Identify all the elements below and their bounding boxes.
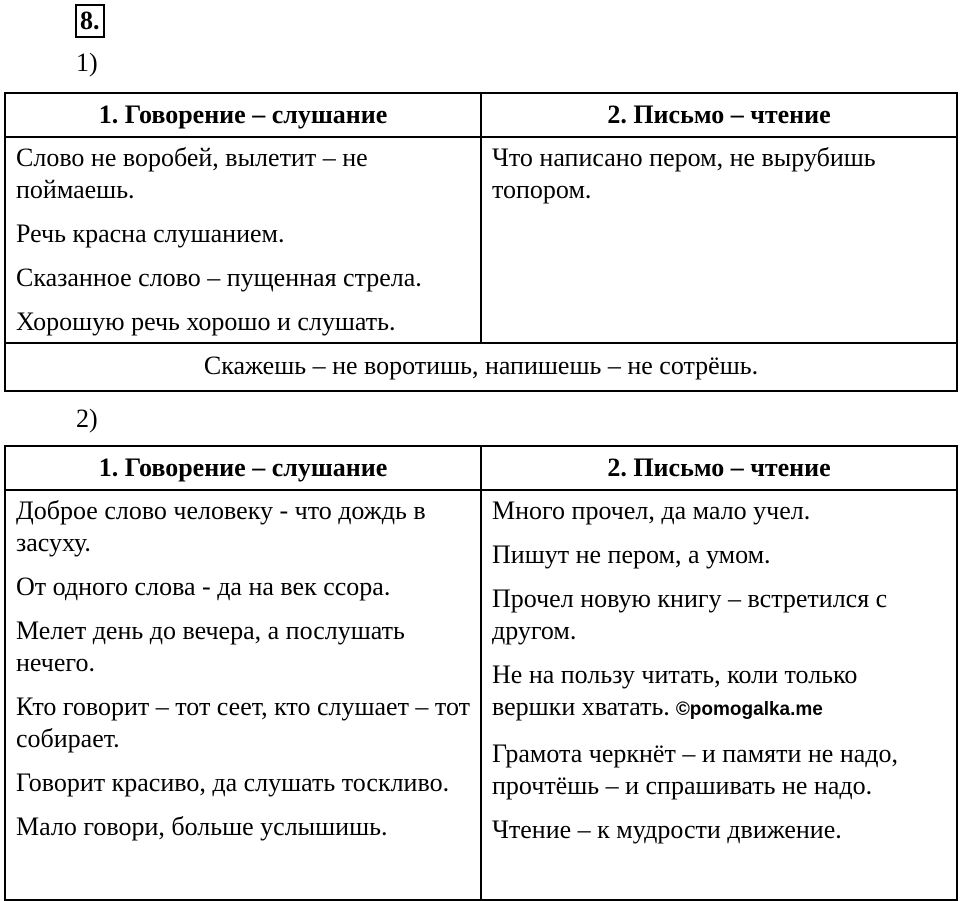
column-writing-reading bbox=[481, 490, 957, 900]
proverb-text: Не на пользу читать, коли только вершки хватать. bbox=[492, 660, 858, 721]
content-row bbox=[5, 137, 957, 343]
proverb: Что написано пером, не вырубишь топором. bbox=[492, 143, 876, 204]
header-speaking-listening: 1. Говорение – слушание bbox=[5, 93, 481, 137]
column-writing-reading bbox=[481, 137, 957, 343]
watermark: ©pomogalka.me bbox=[675, 699, 823, 720]
column-speaking-listening bbox=[5, 137, 481, 343]
header-speaking-listening: 1. Говорение – слушание bbox=[5, 446, 481, 490]
proverb: От одного слова - да на век ссора. bbox=[16, 572, 391, 601]
proverb: Мало говори, больше услышишь. bbox=[16, 812, 388, 841]
proverb: Прочел новую книгу – встретился с другом. bbox=[492, 584, 888, 645]
task-number: 8. bbox=[75, 4, 105, 38]
proverb: Мелет день до вечера, а послушать нечего. bbox=[16, 616, 405, 677]
part-1-table bbox=[4, 92, 958, 392]
header-writing-reading: 2. Письмо – чтение bbox=[481, 446, 957, 490]
proverb: Говорит красиво, да слушать тоскливо. bbox=[16, 768, 450, 797]
proverb: Хорошую речь хорошо и слушать. bbox=[16, 307, 396, 336]
shared-proverb: Скажешь – не воротишь, напишешь – не сотрёшь. bbox=[5, 343, 957, 391]
column-speaking-listening bbox=[5, 490, 481, 900]
proverb bbox=[492, 659, 946, 726]
proverb: Доброе слово человеку - что дождь в засуху. bbox=[16, 496, 426, 557]
proverb: Сказанное слово – пущенная стрела. bbox=[16, 263, 422, 292]
header-row bbox=[5, 446, 957, 490]
proverb: Слово не воробей, вылетит – не поймаешь. bbox=[16, 143, 368, 204]
proverb: Чтение – к мудрости движение. bbox=[492, 815, 842, 844]
header-writing-reading: 2. Письмо – чтение bbox=[481, 93, 957, 137]
part-1-label: 1) bbox=[76, 48, 98, 77]
proverb: Много прочел, да мало учел. bbox=[492, 496, 811, 525]
part-2-table bbox=[4, 445, 958, 901]
footer-row bbox=[5, 343, 957, 391]
proverb: Речь красна слушанием. bbox=[16, 219, 285, 248]
header-row bbox=[5, 93, 957, 137]
proverb: Пишут не пером, а умом. bbox=[492, 540, 771, 569]
proverb: Кто говорит – тот сеет, кто слушает – тот собирает. bbox=[16, 692, 470, 753]
proverb: Грамота черкнёт – и памяти не надо, прочтёшь – и спрашивать не надо. bbox=[492, 739, 899, 800]
part-2-label: 2) bbox=[76, 404, 98, 433]
content-row bbox=[5, 490, 957, 900]
